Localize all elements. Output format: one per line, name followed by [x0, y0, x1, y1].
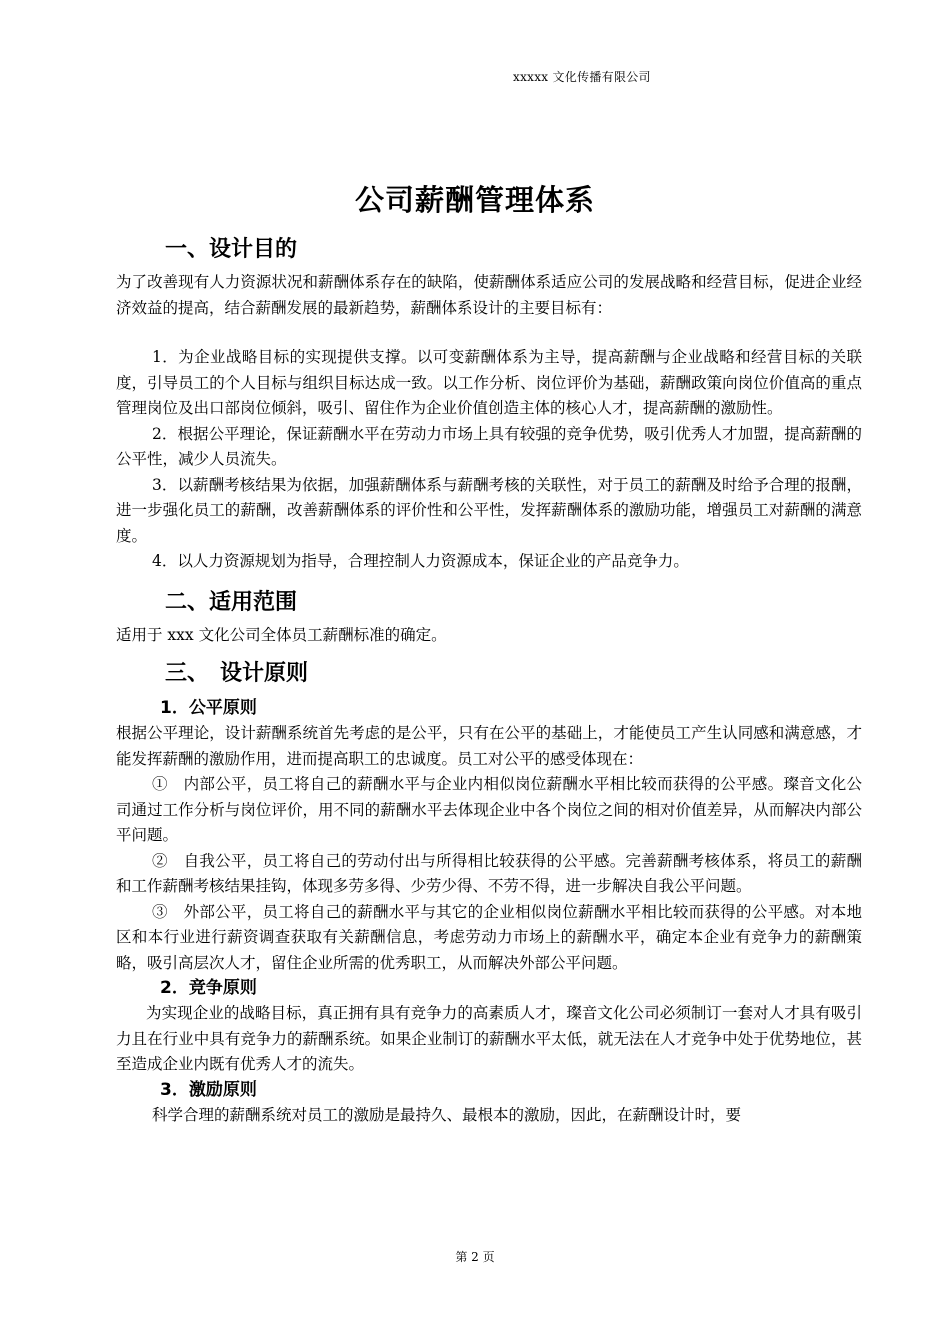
section-heading-scope: 二、适用范围: [165, 589, 298, 615]
page-number: 第 2 页: [455, 1250, 495, 1264]
document-title: 公司薪酬管理体系: [354, 183, 595, 217]
fairness-item-self: ② 自我公平，员工将自己的劳动付出与所得相比较获得的公平感。完善薪酬考核体系，将员工的薪酬和工作薪酬考核结果挂钩，体现多劳多得、少劳少得、不劳不得，进一步解决自我公平问题。: [116, 851, 862, 895]
section-heading-purpose: 一、设计目的: [165, 237, 298, 262]
subheading-fairness: 1．公平原则: [160, 698, 257, 718]
subheading-competition: 2．竞争原则: [160, 978, 257, 998]
goal-item-1: 1．为企业战略目标的实现提供支撑。以可变薪酬体系为主导，提高薪酬与企业战略和经营目标的关联度，引导员工的个人目标与组织目标达成一致。以工作分析、岗位评价为基础，薪酬政策向岗位价值高的重点管理岗位及出口部岗位倾斜，吸引、留住作为企业价值创造主体的核心人才，提高薪酬的激励性。: [116, 348, 862, 417]
fairness-item-external: ③ 外部公平，员工将自己的薪酬水平与其它的企业相似岗位薪酬水平相比较而获得的公平感。对本地区和本行业进行薪资调查获取有关薪酬信息，考虑劳动力市场上的薪酬水平，确定本企业有竞争力的薪酬策略，吸引高层次人才，留住企业所需的优秀职工，从而解决外部公平问题。: [116, 902, 862, 972]
section-heading-principles: 三、 设计原则: [165, 661, 309, 686]
fairness-item-internal: ① 内部公平，员工将自己的薪酬水平与企业内相似岗位薪酬水平相比较而获得的公平感。璨音文化公司通过工作分析与岗位评价，用不同的薪酬水平去体现企业中各个岗位之间的相对价值差异，从而解决内部公平问题。: [116, 775, 862, 844]
subheading-incentive: 3．激励原则: [160, 1079, 257, 1100]
paragraph-spacer: [116, 321, 862, 345]
document-body: [116, 232, 862, 1128]
goal-item-3: 3．以薪酬考核结果为依据，加强薪酬体系与薪酬考核的关联性，对于员工的薪酬及时给予合理的报酬，进一步强化员工的薪酬，改善薪酬体系的评价性和公平性，发挥薪酬体系的激励功能，增强员工对薪酬的满意度。: [116, 475, 862, 545]
competition-paragraph: 为实现企业的战略目标，真正拥有具有竞争力的高素质人才，璨音文化公司必须制订一套对人才具有吸引力且在行业中具有竞争力的薪酬系统。如果企业制订的薪酬水平太低，就无法在人才竞争中处于优势地位，甚至造成企业内既有优秀人才的流失。: [116, 1004, 862, 1073]
section-intro-paragraph: 为了改善现有人力资源状况和薪酬体系存在的缺陷，使薪酬体系适应公司的发展战略和经营目标，促进企业经济效益的提高，结合薪酬发展的最新趋势，薪酬体系设计的主要目标有：: [116, 273, 862, 317]
page-header: xxxxx 文化传播有限公司: [513, 70, 651, 84]
incentive-paragraph: 科学合理的薪酬系统对员工的激励是最持久、最根本的激励，因此，在薪酬设计时，要: [152, 1105, 742, 1124]
scope-paragraph: 适用于 xxx 文化公司全体员工薪酬标准的确定。: [116, 625, 447, 644]
goal-item-4: 4．以人力资源规划为指导，合理控制人力资源成本，保证企业的产品竞争力。: [152, 552, 689, 570]
goal-item-2: 2．根据公平理论，保证薪酬水平在劳动力市场上具有较强的竞争优势，吸引优秀人才加盟，提高薪酬的公平性，减少人员流失。: [116, 424, 862, 468]
fairness-intro-paragraph: 根据公平理论，设计薪酬系统首先考虑的是公平，只有在公平的基础上，才能使员工产生认同感和满意感，才能发挥薪酬的激励作用，进而提高职工的忠诚度。员工对公平的感受体现在：: [116, 724, 862, 768]
